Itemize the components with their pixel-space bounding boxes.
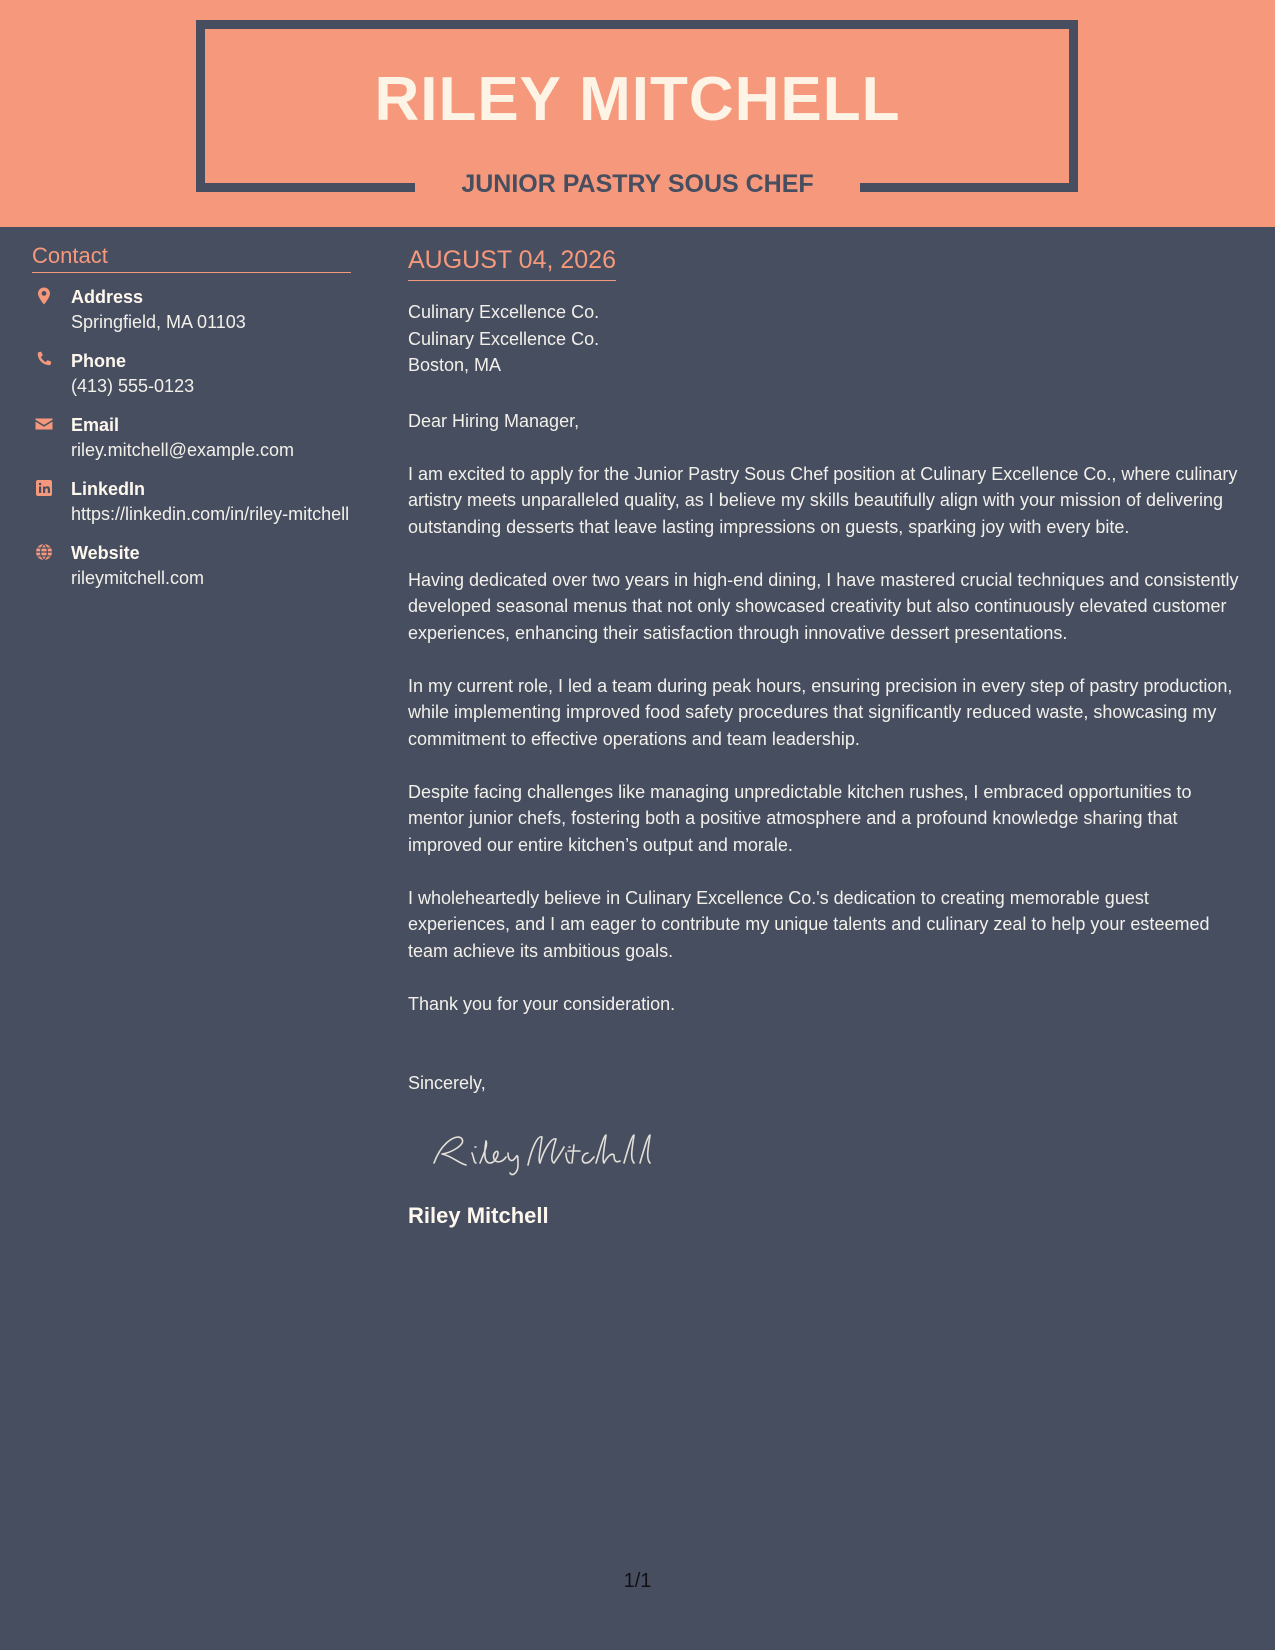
contact-label: LinkedIn: [71, 479, 146, 499]
recipient-block: [408, 299, 1248, 379]
contact-label: Email: [71, 415, 120, 435]
contact-phone: [32, 349, 351, 398]
job-title: JUNIOR PASTRY SOUS CHEF: [415, 162, 860, 206]
phone-icon: [34, 350, 54, 370]
contact-value: riley.mitchell@example.com: [71, 440, 294, 460]
salutation: Dear Hiring Manager,: [408, 410, 580, 431]
contact-value: (413) 555-0123: [71, 376, 195, 396]
contact-website: [32, 541, 351, 590]
letter-paragraph: Despite facing challenges like managing unpredictable kitchen rushes, I embraced opportunities to mentor junior chefs, fostering both a positive atmosphere and a profound knowledge sharing that improved our entire kitchen’s output and morale.: [408, 781, 1192, 855]
contact-value: rileymitchell.com: [71, 568, 205, 588]
closing: Sincerely,: [408, 1073, 486, 1093]
contact-value: Springfield, MA 01103: [71, 312, 246, 332]
contact-sidebar: [32, 227, 351, 605]
contact-linkedin: [32, 477, 351, 526]
contact-label: Address: [71, 287, 144, 307]
header-banner: [0, 0, 1275, 227]
letter-paragraph: In my current role, I led a team during peak hours, ensuring precision in every step of pastry production, while implementing improved food safety procedures that significantly reduced waste, showcasing my commitment to effective operations and team leadership.: [408, 675, 1233, 749]
contact-heading: Contact: [32, 243, 351, 273]
signer-name: Riley Mitchell: [408, 1203, 549, 1228]
letter-body: [408, 227, 1248, 1230]
map-pin-icon: [34, 286, 54, 306]
recipient-line: Culinary Excellence Co.: [408, 328, 600, 349]
letter-paragraph: Having dedicated over two years in high-end dining, I have mastered crucial techniques and consistently developed seasonal menus that not only showcased creativity but also continuously elevated customer experiences, enhancing their satisfaction through innovative dessert presentations.: [408, 569, 1239, 643]
contact-list: [32, 285, 351, 590]
linkedin-icon: [34, 478, 54, 498]
page-number: 1/1: [623, 1570, 652, 1592]
contact-label: Website: [71, 543, 140, 563]
handwritten-signature: [428, 1123, 658, 1177]
envelope-icon: [34, 414, 54, 434]
letter-date: AUGUST 04, 2026: [408, 245, 616, 281]
contact-email: [32, 413, 351, 462]
contact-value: https://linkedin.com/in/riley-mitchell: [71, 504, 350, 524]
letter-paragraph: Thank you for your consideration.: [408, 993, 676, 1014]
contact-address: [32, 285, 351, 334]
applicant-name: RILEY MITCHELL: [374, 65, 901, 134]
globe-icon: [34, 542, 54, 562]
recipient-line: Boston, MA: [408, 355, 502, 375]
contact-label: Phone: [71, 351, 127, 371]
recipient-line: Culinary Excellence Co.: [408, 302, 600, 322]
letter-paragraph: I wholeheartedly believe in Culinary Excellence Co.'s dedication to creating memorable guest experiences, and I am eager to contribute my unique talents and culinary zeal to help your esteemed team achieve its ambitious goals.: [408, 887, 1210, 961]
letter-paragraph: I am excited to apply for the Junior Pastry Sous Chef position at Culinary Excellence Co., where culinary artistry meets unparalleled quality, as I believe my skills beautifully align with your mission of delivering outstanding desserts that leave lasting impressions on guests, sparking joy with every bite.: [408, 463, 1238, 537]
